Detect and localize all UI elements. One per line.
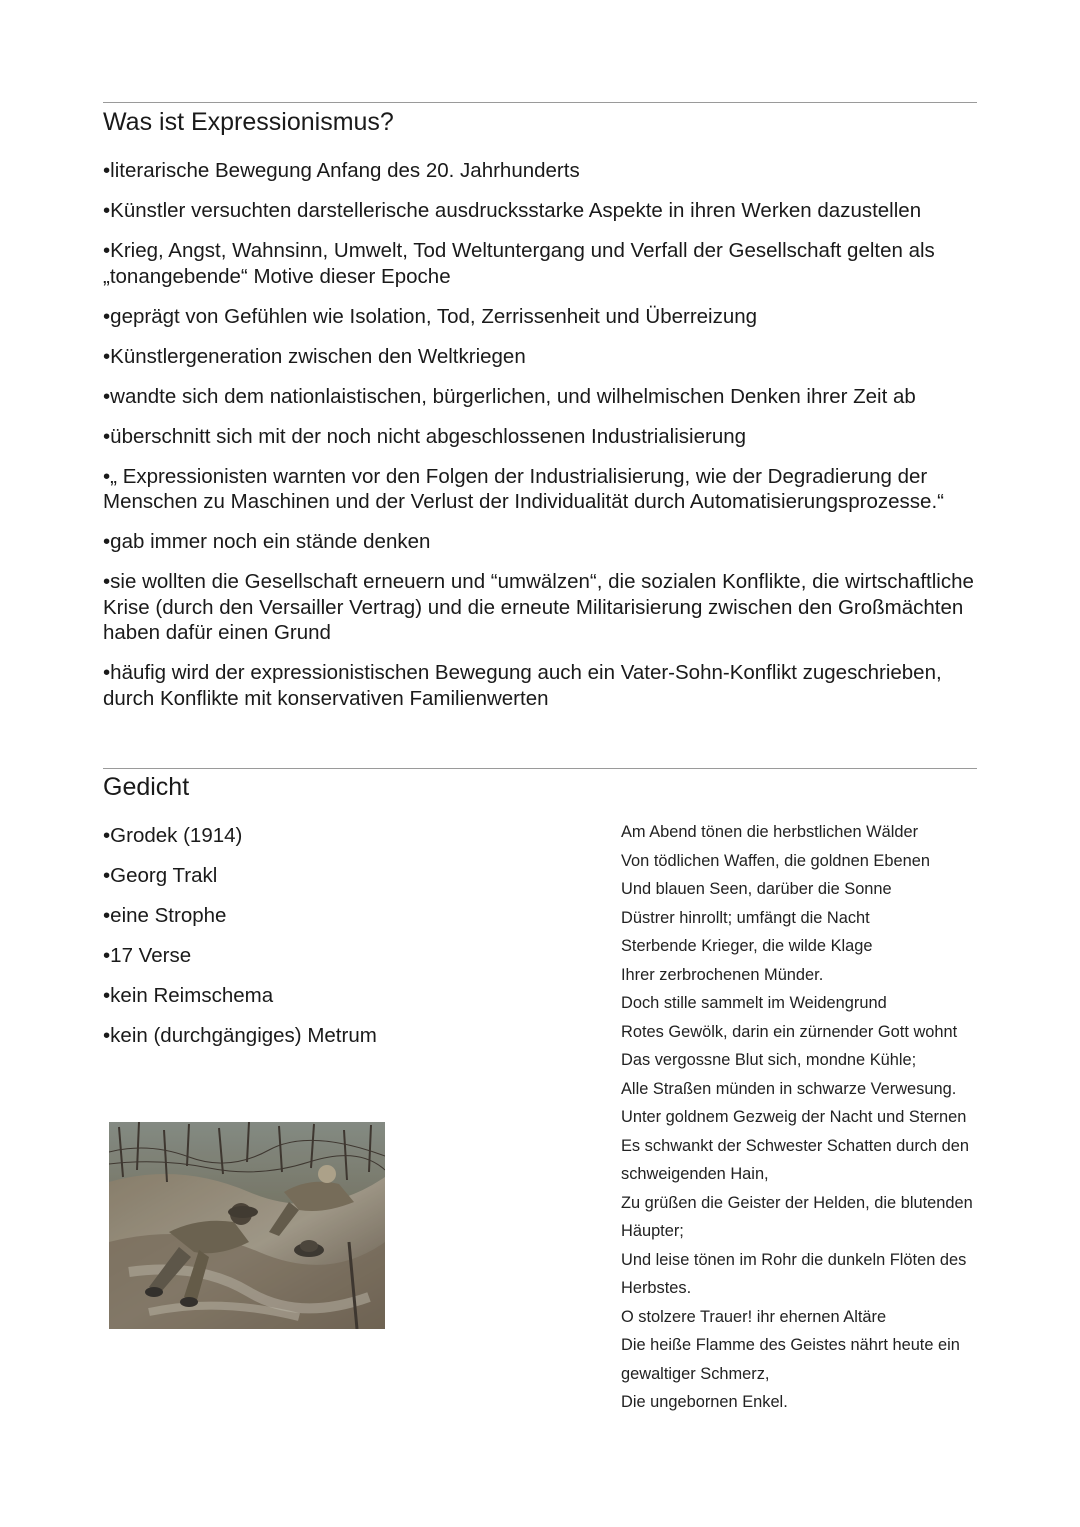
- list-item: •Georg Trakl: [103, 864, 218, 887]
- list-item: •Grodek (1914): [103, 824, 243, 847]
- poem-line: Alle Straßen münden in schwarze Verwesung.: [621, 1079, 957, 1098]
- list-item: •gab immer noch ein stände denken: [103, 530, 431, 553]
- list-item: •Künstler versuchten darstellerische ausdrucksstarke Aspekte in ihren Werken dazustellen: [103, 199, 922, 222]
- section-title-gedicht: Gedicht: [103, 773, 190, 801]
- list-item: •Krieg, Angst, Wahnsinn, Umwelt, Tod Weltuntergang und Verfall der Gesellschaft gelten als „tonangebende“ Motive dieser Epoche: [103, 239, 935, 288]
- list-item: •wandte sich dem nationlaistischen, bürgerlichen, und wilhelmischen Denken ihrer Zeit ab: [103, 384, 916, 408]
- expressionismus-bullet-list: [103, 158, 983, 726]
- poem-facts-list: [103, 823, 503, 1063]
- list-item: •kein (durchgängiges) Metrum: [103, 1024, 377, 1047]
- poem-grodek: [621, 818, 1021, 1417]
- poem-line: Sterbende Krieger, die wilde Klage: [621, 937, 873, 955]
- list-item: •17 Verse: [103, 944, 192, 967]
- poem-line: Ihrer zerbrochenen Münder.: [621, 965, 824, 984]
- poem-line: Das vergossne Blut sich, mondne Kühle;: [621, 1051, 917, 1069]
- list-item: •„ Expressionisten warnten vor den Folgen der Industrialisierung, wie der Degradierung der Menschen zu Maschinen und der Verlust der Individualität durch Automatisierungsprozesse.“: [103, 464, 944, 513]
- poem-line: Zu grüßen die Geister der Helden, die blutenden: [621, 1193, 973, 1212]
- poem-line: Am Abend tönen die herbstlichen Wälder: [621, 823, 919, 841]
- poem-line: Und leise tönen im Rohr die dunkeln Flöten des: [621, 1250, 967, 1269]
- poem-line: Unter goldnem Gezweig der Nacht und Sternen: [621, 1108, 967, 1126]
- section-title-expressionismus: Was ist Expressionismus?: [103, 108, 394, 136]
- list-item: •literarische Bewegung Anfang des 20. Jahrhunderts: [103, 159, 580, 182]
- poem-line: gewaltiger Schmerz,: [621, 1364, 770, 1383]
- poem-line: Düstrer hinrollt; umfängt die Nacht: [621, 908, 870, 927]
- poem-line: Herbstes.: [621, 1279, 692, 1297]
- poem-line: Und blauen Seen, darüber die Sonne: [621, 880, 892, 898]
- poem-line: Es schwankt der Schwester Schatten durch den: [621, 1136, 970, 1155]
- poem-line: O stolzere Trauer! ihr ehernen Altäre: [621, 1307, 887, 1326]
- list-item: •kein Reimschema: [103, 984, 274, 1007]
- list-item: •sie wollten die Gesellschaft erneuern und “umwälzen“, die sozialen Konflikte, die wirtschaftliche Krise (durch den Versailler Vertrag) und die erneute Militarisierung zwischen den Großmächten haben dafür einen Grund: [103, 570, 974, 644]
- list-item: •häufig wird der expressionistischen Bewegung auch ein Vater-Sohn-Konflikt zugeschrieben, durch Konflikte mit konservativen Familienwerten: [103, 661, 942, 710]
- poem-line: Die ungebornen Enkel.: [621, 1393, 788, 1411]
- list-item: •eine Strophe: [103, 904, 227, 927]
- battlefield-painting: [109, 1122, 385, 1329]
- top-divider: [103, 102, 977, 103]
- section-divider: [103, 768, 977, 769]
- poem-line: Von tödlichen Waffen, die goldnen Ebenen: [621, 851, 930, 870]
- poem-line: Häupter;: [621, 1222, 684, 1240]
- poem-line: schweigenden Hain,: [621, 1165, 769, 1183]
- poem-line: Doch stille sammelt im Weidengrund: [621, 994, 887, 1012]
- list-item: •geprägt von Gefühlen wie Isolation, Tod, Zerrissenheit und Überreizung: [103, 304, 758, 328]
- poem-line: Rotes Gewölk, darin ein zürnender Gott wohnt: [621, 1022, 958, 1041]
- list-item: •überschnitt sich mit der noch nicht abgeschlossenen Industrialisierung: [103, 424, 747, 448]
- poem-line: Die heiße Flamme des Geistes nährt heute ein: [621, 1336, 960, 1354]
- list-item: •Künstlergeneration zwischen den Weltkriegen: [103, 344, 526, 368]
